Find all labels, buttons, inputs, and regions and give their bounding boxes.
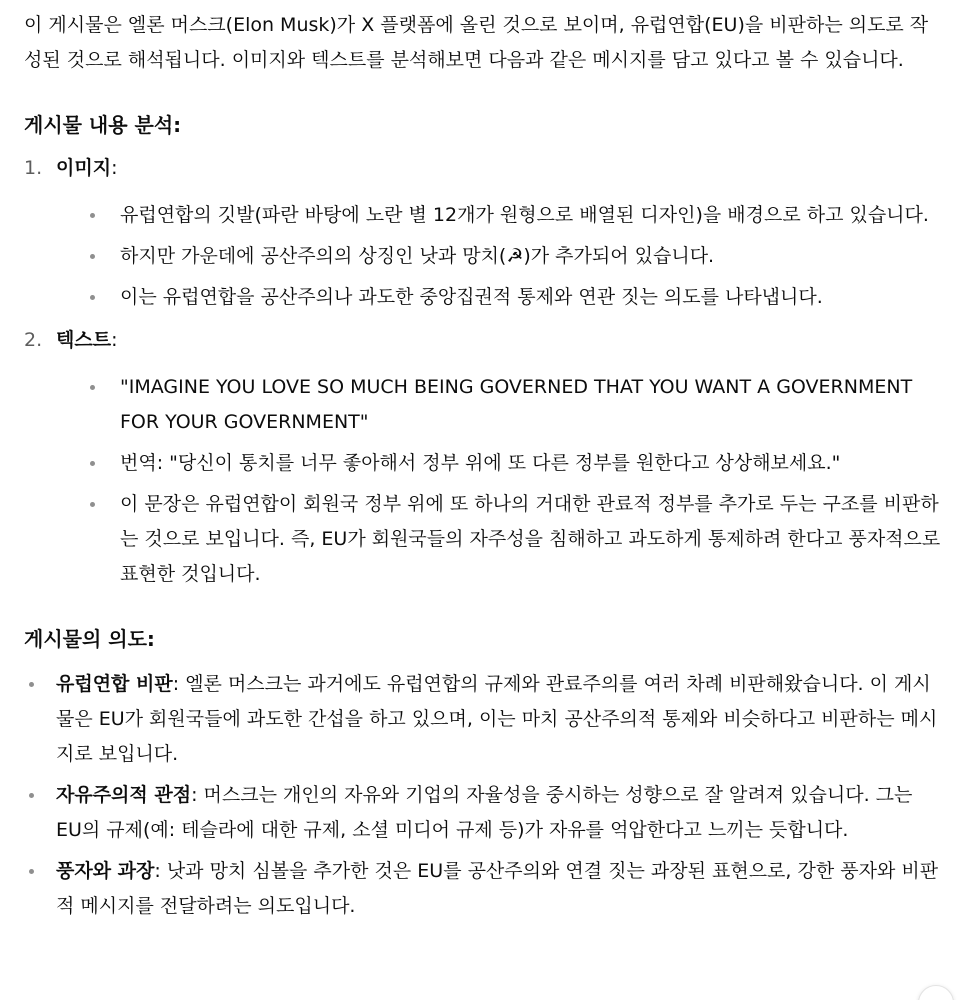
bullet-icon <box>29 869 34 874</box>
section-heading-analysis: 게시물 내용 분석: <box>24 113 182 137</box>
list-item <box>24 854 944 924</box>
list-item <box>86 239 944 274</box>
bullet-icon <box>29 793 34 798</box>
intent-list <box>24 667 944 924</box>
intent-text: : 엘론 머스크는 과거에도 유럽연합의 규제와 관료주의를 여러 차례 비판해왔습니다. 이 게시물은 EU가 회원국들에 과도한 간섭을 하고 있으며, 이는 마치 공산주의적 통제와 비슷하다고 비판하는 메시지로 보입니다. <box>56 673 938 765</box>
list-item <box>86 198 944 233</box>
list-item <box>86 370 944 440</box>
intent-text: : 머스크는 개인의 자유와 기업의 자율성을 중시하는 성향으로 잘 알려져 있습니다. 그는 EU의 규제(예: 테슬라에 대한 규제, 소셜 미디어 규제 등)가 자유를 억압한다고 느끼는 듯합니다. <box>56 784 913 841</box>
list-item <box>86 487 944 592</box>
bullet-text: 하지만 가운데에 공산주의의 상징인 낫과 망치(☭)가 추가되어 있습니다. <box>120 245 715 267</box>
list-item <box>86 446 944 481</box>
list-item-colon: : <box>111 157 118 179</box>
bullet-icon <box>90 295 95 300</box>
bullet-text: 번역: "당신이 통치를 너무 좋아해서 정부 위에 또 다른 정부를 원한다고 상상해보세요." <box>120 452 841 474</box>
list-item <box>24 667 944 772</box>
bullet-icon <box>90 254 95 259</box>
bullet-icon <box>90 385 95 390</box>
bullet-text: 유럽연합의 깃발(파란 바탕에 노란 별 12개가 원형으로 배열된 디자인)을 배경으로 하고 있습니다. <box>120 204 929 226</box>
intent-title: 풍자와 과장 <box>56 860 155 882</box>
list-item <box>24 778 944 848</box>
intent-title: 자유주의적 관점 <box>56 784 192 806</box>
list-item-text <box>24 323 944 592</box>
list-number: 2. <box>24 329 43 351</box>
analysis-list <box>24 151 944 592</box>
list-item <box>86 280 944 315</box>
list-item-title: 텍스트 <box>56 329 112 351</box>
list-item-colon: : <box>111 329 118 351</box>
text-bullets <box>86 370 944 592</box>
bullet-icon <box>90 461 95 466</box>
section-heading-intent: 게시물의 의도: <box>24 627 155 651</box>
list-number: 1. <box>24 157 43 179</box>
bullet-icon <box>90 502 95 507</box>
bullet-icon <box>29 682 34 687</box>
chat-response <box>24 8 944 924</box>
image-bullets <box>86 198 944 315</box>
list-item-title: 이미지 <box>56 157 112 179</box>
bullet-icon <box>90 213 95 218</box>
bullet-text: 이 문장은 유럽연합이 회원국 정부 위에 또 하나의 거대한 관료적 정부를 추가로 두는 구조를 비판하는 것으로 보입니다. 즉, EU가 회원국들의 자주성을 침해하고 과도하게 통제하려 한다고 풍자적으로 표현한 것입니다. <box>120 493 941 585</box>
intro-paragraph: 이 게시물은 엘론 머스크(Elon Musk)가 X 플랫폼에 올린 것으로 보이며, 유럽연합(EU)을 비판하는 의도로 작성된 것으로 해석됩니다. 이미지와 텍스트를 분석해보면 다음과 같은 메시지를 담고 있다고 볼 수 있습니다. <box>24 14 929 71</box>
intent-title: 유럽연합 비판 <box>56 673 173 695</box>
bullet-text: 이는 유럽연합을 공산주의나 과도한 중앙집권적 통제와 연관 짓는 의도를 나타냅니다. <box>120 286 823 308</box>
list-item-image <box>24 151 944 315</box>
intent-text: : 낫과 망치 심볼을 추가한 것은 EU를 공산주의와 연결 짓는 과장된 표현으로, 강한 풍자와 비판적 메시지를 전달하려는 의도입니다. <box>56 860 939 917</box>
scroll-down-button[interactable] <box>918 985 954 1000</box>
bullet-text: "IMAGINE YOU LOVE SO MUCH BEING GOVERNED THAT YOU WANT A GOVERNMENT FOR YOUR GOVERNMENT" <box>120 376 913 433</box>
